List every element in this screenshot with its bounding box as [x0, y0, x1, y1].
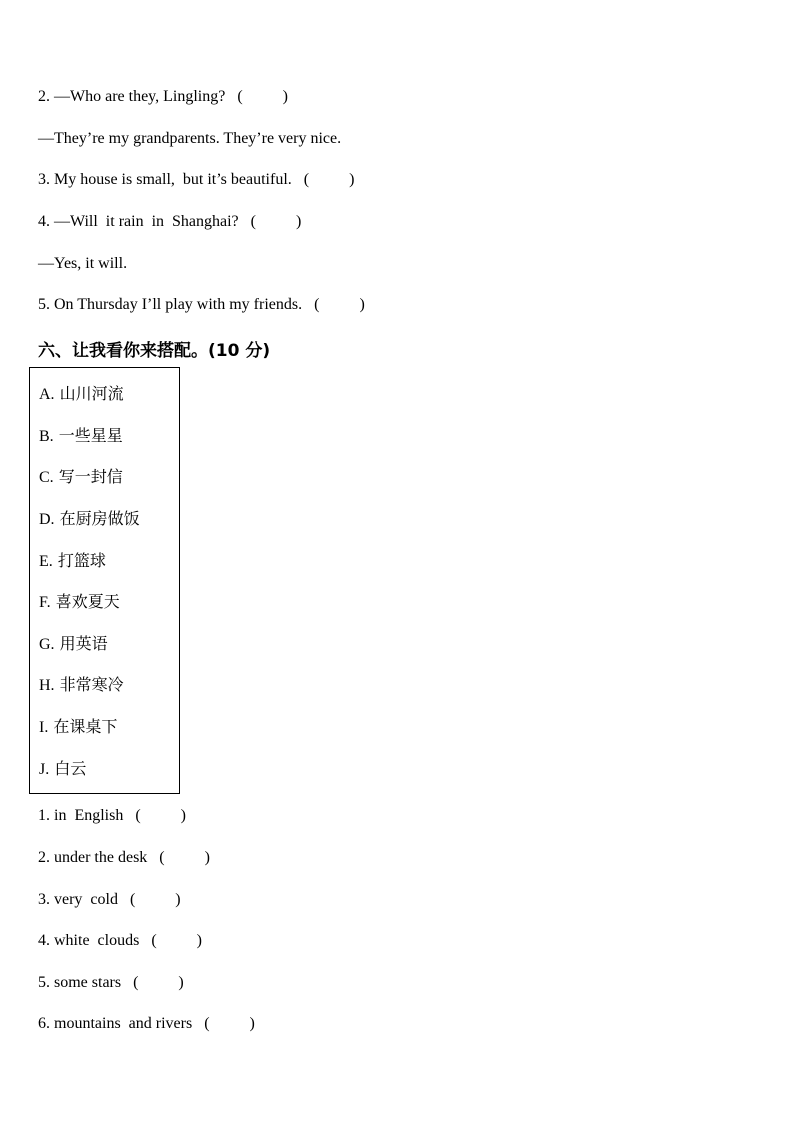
options-box — [29, 367, 180, 794]
option-f: F. 喜欢夏天 — [39, 592, 120, 611]
question-2-answer: —They’re my grandparents. They’re very nice. — [38, 130, 342, 147]
option-h: H. 非常寒冷 — [39, 675, 124, 694]
option-a: A. 山川河流 — [39, 384, 124, 403]
match-question-4: 4. white clouds ( ) — [38, 932, 202, 949]
option-i: I. 在课桌下 — [39, 717, 118, 736]
question-3: 3. My house is small, but it’s beautiful. ( ) — [38, 171, 355, 188]
match-question-3: 3. very cold ( ) — [38, 891, 181, 908]
option-c: C. 写一封信 — [39, 467, 123, 486]
option-j: J. 白云 — [39, 759, 87, 778]
question-2: 2. —Who are they, Lingling? ( ) — [38, 88, 289, 105]
match-question-6: 6. mountains and rivers ( ) — [38, 1015, 255, 1032]
option-d: D. 在厨房做饭 — [39, 509, 140, 528]
question-4-answer: —Yes, it will. — [38, 255, 128, 272]
option-b: B. 一些星星 — [39, 426, 123, 445]
question-5: 5. On Thursday I’ll play with my friends. ( ) — [38, 296, 365, 313]
option-e: E. 打篮球 — [39, 551, 106, 570]
option-g: G. 用英语 — [39, 634, 108, 653]
section-heading: 六、让我看你来搭配。(10 分) — [38, 341, 271, 361]
match-question-1: 1. in English ( ) — [38, 807, 186, 824]
match-question-2: 2. under the desk ( ) — [38, 849, 210, 866]
question-4: 4. —Will it rain in Shanghai? ( ) — [38, 213, 302, 230]
match-question-5: 5. some stars ( ) — [38, 974, 184, 991]
